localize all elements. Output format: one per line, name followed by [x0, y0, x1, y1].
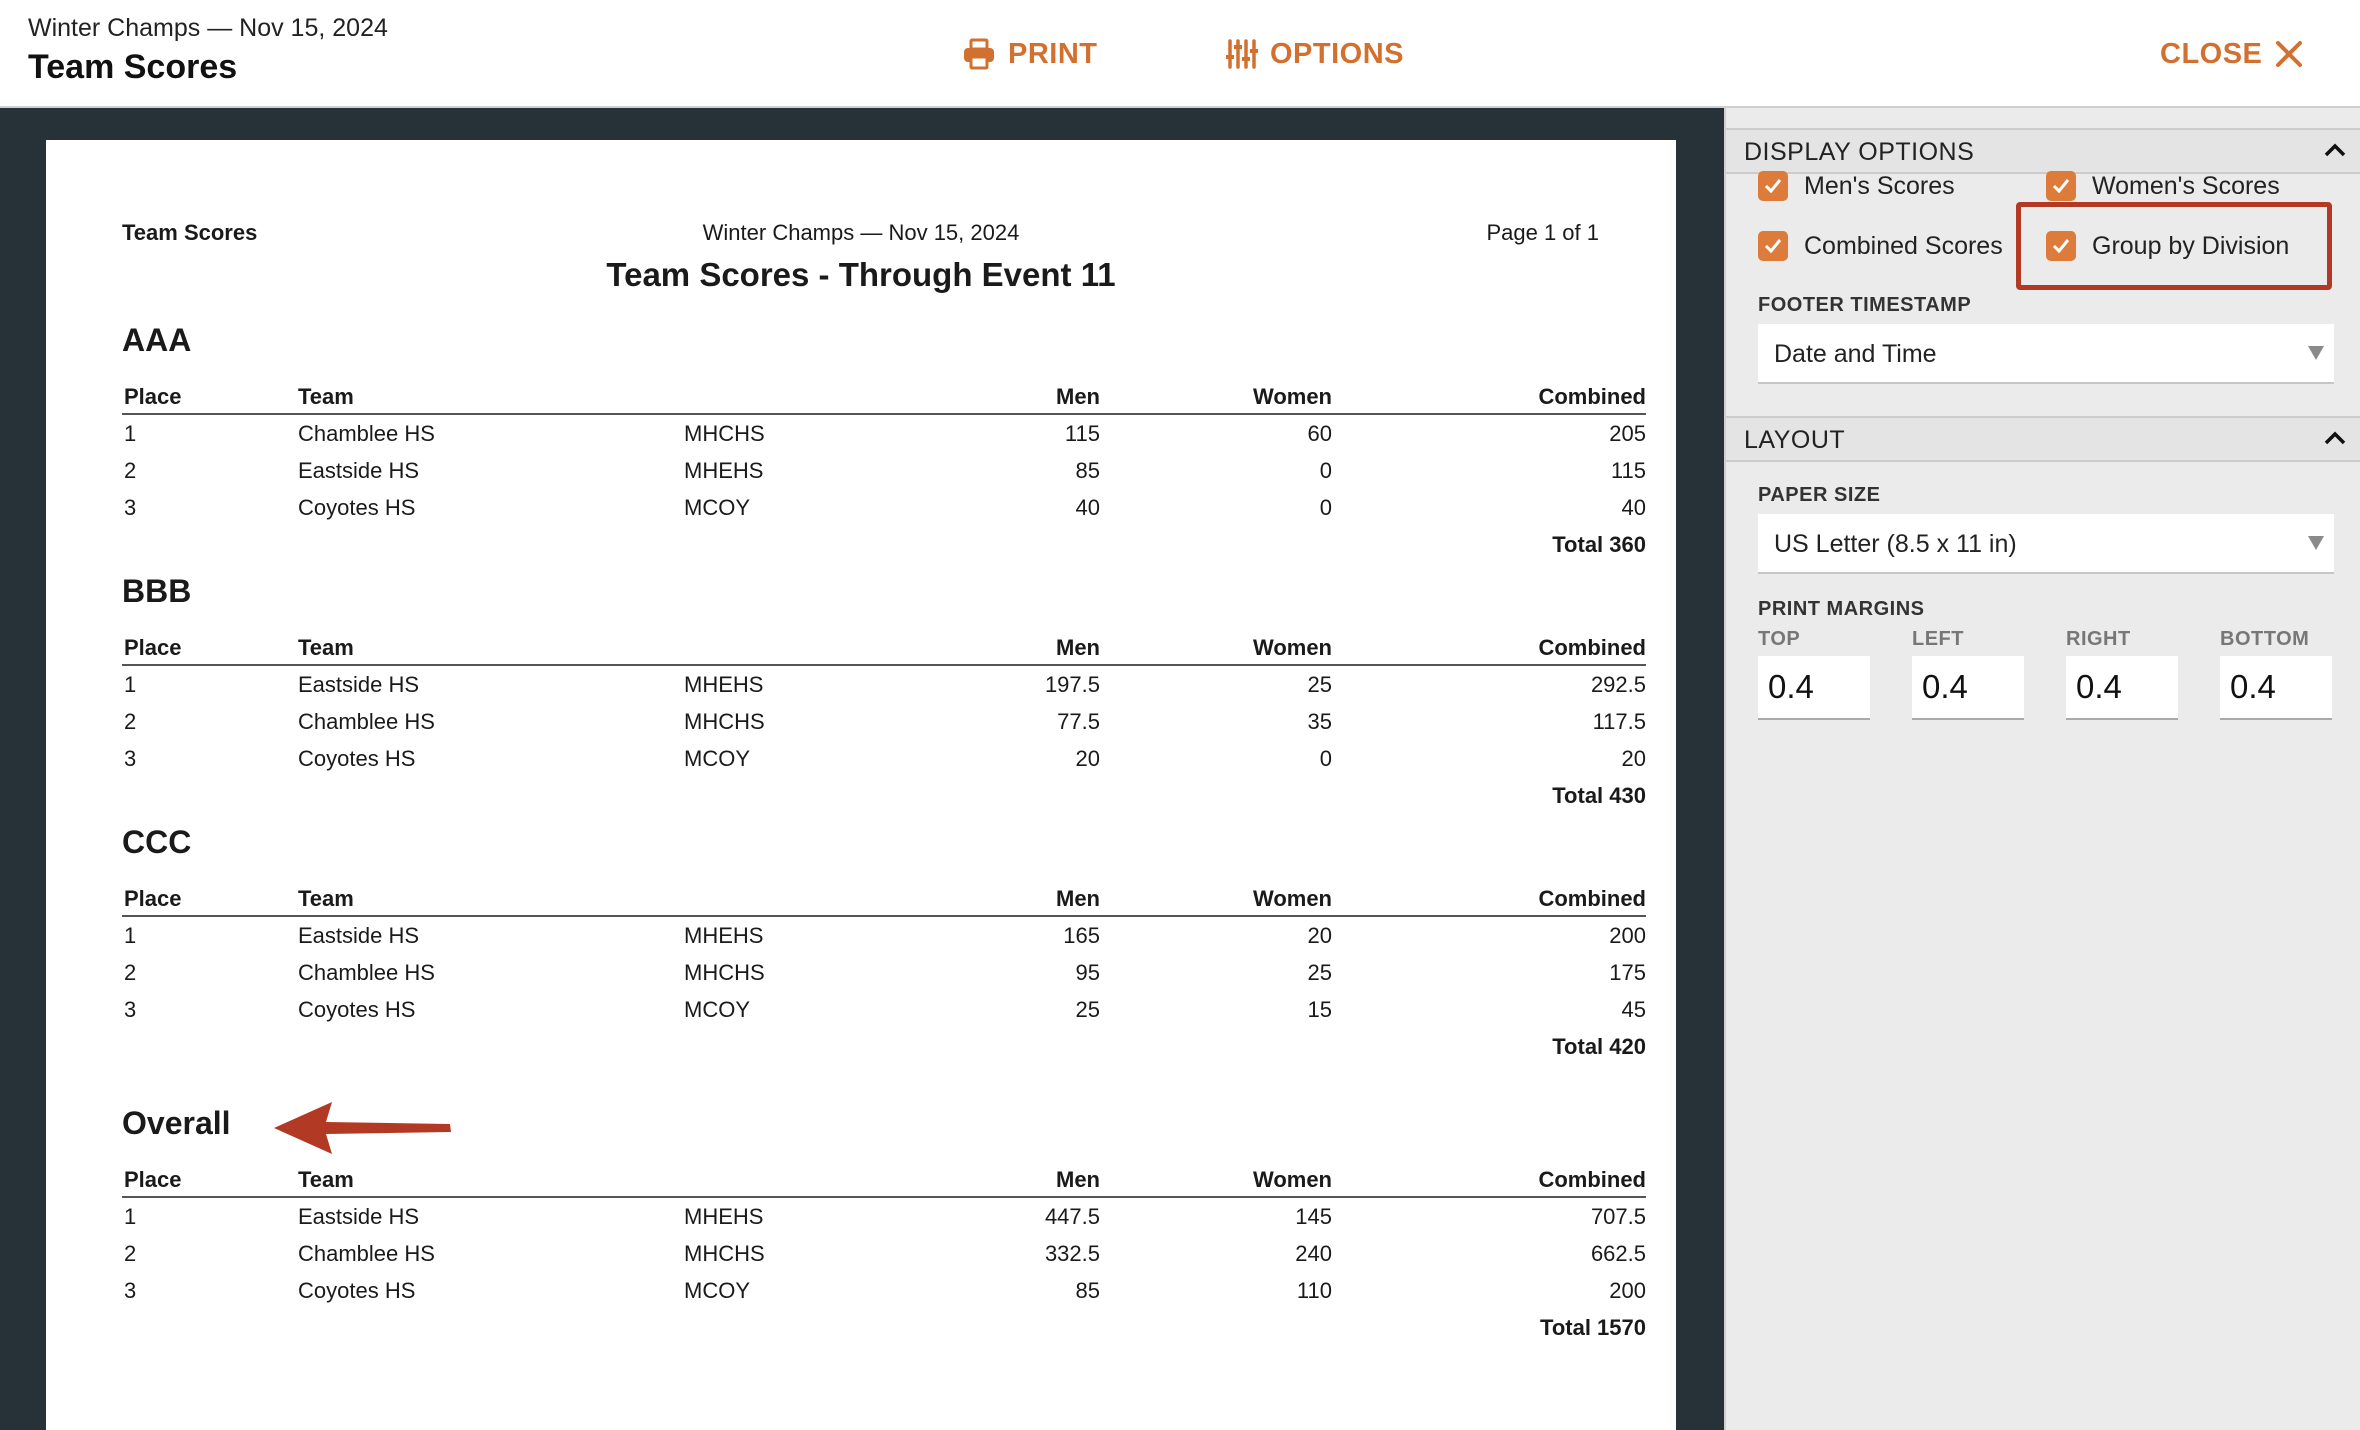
chevron-up-icon: [2324, 430, 2346, 451]
combined-cell: 175: [1609, 960, 1646, 985]
group-by-division-label: Group by Division: [2092, 231, 2290, 260]
margin-bottom-label: BOTTOM: [2220, 628, 2310, 650]
checkmark-icon: [1758, 171, 1788, 201]
margin-left-input[interactable]: [1912, 656, 2024, 720]
division-name: CCC: [122, 824, 192, 860]
men-cell: 25: [1075, 997, 1100, 1022]
paper-size-label: PAPER SIZE: [1758, 484, 1881, 506]
division-total: Total 1570: [1540, 1315, 1646, 1340]
men-cell: 77.5: [1057, 709, 1100, 734]
division-name: Overall: [122, 1105, 231, 1141]
place-cell: 3: [124, 997, 137, 1022]
women-cell: 110: [1296, 1278, 1332, 1303]
team-cell: Eastside HS: [298, 923, 420, 948]
table-header: [122, 378, 1646, 415]
column-place: Place: [124, 1167, 182, 1192]
place-cell: 2: [124, 458, 137, 483]
table-row: [122, 1198, 1646, 1235]
column-women: Women: [1252, 886, 1332, 911]
combined-cell: 292.5: [1590, 672, 1646, 697]
total-row: [122, 526, 1646, 563]
combined-cell: 40: [1621, 495, 1646, 520]
table-row: [122, 740, 1646, 777]
column-team: Team: [298, 886, 354, 911]
men-cell: 165: [1063, 923, 1100, 948]
place-cell: 1: [124, 421, 137, 446]
total-row: [122, 777, 1646, 814]
table-row: [122, 415, 1646, 452]
men-cell: 20: [1075, 746, 1100, 771]
footer-timestamp-select[interactable]: [1758, 324, 2334, 384]
team-cell: Eastside HS: [298, 458, 420, 483]
printer-icon: [962, 37, 996, 71]
table-row: [122, 489, 1646, 526]
report-left-header: Team Scores: [122, 220, 258, 245]
report-page: [46, 140, 1676, 1430]
team-code-cell: MCOY: [684, 1278, 750, 1303]
close-icon: [2274, 39, 2304, 69]
options-label: OPTIONS: [1270, 37, 1405, 70]
report-page-number: Page 1 of 1: [1486, 220, 1599, 245]
footer-timestamp-value: Date and Time: [1774, 340, 1937, 368]
column-place: Place: [124, 886, 182, 911]
layout-title: LAYOUT: [1744, 426, 1846, 454]
combined-cell: 117.5: [1592, 709, 1646, 734]
total-row: [122, 1028, 1646, 1065]
women-cell: 145: [1295, 1204, 1332, 1229]
men-cell: 40: [1075, 495, 1100, 520]
division-name: BBB: [122, 573, 192, 609]
team-code-cell: MHCHS: [684, 960, 765, 985]
table-row: [122, 917, 1646, 954]
team-code-cell: MCOY: [684, 997, 750, 1022]
team-code-cell: MHEHS: [684, 458, 764, 483]
men-cell: 85: [1075, 458, 1100, 483]
team-cell: Coyotes HS: [298, 1278, 416, 1303]
margin-top-label: TOP: [1758, 628, 1801, 650]
place-cell: 2: [124, 709, 137, 734]
paper-size-value: US Letter (8.5 x 11 in): [1774, 530, 2017, 558]
column-women: Women: [1252, 1167, 1332, 1192]
men-cell: 332.5: [1044, 1241, 1100, 1266]
mens-scores-checkbox[interactable]: [1758, 166, 1955, 206]
combined-scores-label: Combined Scores: [1804, 231, 2003, 260]
team-cell: Chamblee HS: [298, 960, 435, 985]
division-ccc: [122, 822, 1646, 1065]
margin-bottom-input[interactable]: [2220, 656, 2332, 720]
report-title: Team Scores - Through Event 11: [606, 256, 1116, 293]
display-options-title: DISPLAY OPTIONS: [1744, 138, 1975, 166]
options-button[interactable]: [1224, 30, 1404, 78]
table-row: [122, 954, 1646, 991]
women-cell: 25: [1307, 960, 1332, 985]
team-cell: Eastside HS: [298, 1204, 420, 1229]
column-team: Team: [298, 1167, 354, 1192]
place-cell: 1: [124, 672, 137, 697]
place-cell: 2: [124, 960, 137, 985]
team-code-cell: MCOY: [684, 746, 750, 771]
place-cell: 2: [124, 1241, 137, 1266]
team-cell: Coyotes HS: [298, 746, 416, 771]
column-women: Women: [1252, 384, 1332, 409]
women-cell: 60: [1307, 421, 1332, 446]
column-place: Place: [124, 635, 182, 660]
options-panel: [1724, 108, 2360, 1430]
margin-right-label: RIGHT: [2066, 628, 2131, 650]
team-code-cell: MHCHS: [684, 709, 765, 734]
table-header: [122, 629, 1646, 666]
caret-down-icon: [2308, 346, 2324, 360]
margin-left-label: LEFT: [1912, 628, 1964, 650]
column-men: Men: [1056, 635, 1100, 660]
combined-cell: 115: [1610, 458, 1646, 483]
mens-scores-label: Men's Scores: [1804, 171, 1955, 200]
combined-cell: 200: [1609, 923, 1646, 948]
women-cell: 0: [1319, 458, 1332, 483]
paper-size-select[interactable]: [1758, 514, 2334, 574]
place-cell: 3: [124, 495, 137, 520]
table-row: [122, 1272, 1646, 1309]
men-cell: 197.5: [1044, 672, 1100, 697]
annotation-arrow-icon: [270, 1098, 460, 1158]
combined-cell: 707.5: [1590, 1204, 1646, 1229]
page-title: Team Scores: [28, 48, 238, 86]
combined-scores-checkbox[interactable]: [1758, 226, 2003, 266]
women-cell: 240: [1295, 1241, 1332, 1266]
women-cell: 15: [1307, 997, 1332, 1022]
report-center-header: Winter Champs — Nov 15, 2024: [702, 220, 1020, 245]
close-label: CLOSE: [2160, 37, 2263, 70]
team-cell: Eastside HS: [298, 672, 420, 697]
table-row: [122, 666, 1646, 703]
column-team: Team: [298, 384, 354, 409]
combined-cell: 662.5: [1590, 1241, 1646, 1266]
place-cell: 1: [124, 1204, 137, 1229]
womens-scores-label: Women's Scores: [2092, 171, 2280, 200]
table-row: [122, 703, 1646, 740]
men-cell: 115: [1064, 421, 1100, 446]
team-code-cell: MHEHS: [684, 923, 764, 948]
women-cell: 0: [1319, 495, 1332, 520]
team-code-cell: MHCHS: [684, 1241, 765, 1266]
division-total: Total 360: [1552, 532, 1646, 557]
combined-cell: 20: [1621, 746, 1646, 771]
table-row: [122, 1235, 1646, 1272]
women-cell: 25: [1307, 672, 1332, 697]
footer-timestamp-label: FOOTER TIMESTAMP: [1758, 294, 1972, 316]
place-cell: 1: [124, 923, 137, 948]
division-bbb: [122, 571, 1646, 814]
sliders-icon: [1224, 37, 1258, 71]
division-aaa: [122, 320, 1646, 563]
table-row: [122, 452, 1646, 489]
print-margins-label: PRINT MARGINS: [1758, 598, 1925, 620]
team-cell: Chamblee HS: [298, 1241, 435, 1266]
division-total: Total 420: [1552, 1034, 1646, 1059]
team-cell: Coyotes HS: [298, 997, 416, 1022]
team-code-cell: MHEHS: [684, 672, 764, 697]
place-cell: 3: [124, 746, 137, 771]
men-cell: 447.5: [1044, 1204, 1100, 1229]
column-men: Men: [1056, 384, 1100, 409]
meet-subtitle: Winter Champs — Nov 15, 2024: [28, 14, 388, 42]
margin-right-input[interactable]: [2066, 656, 2178, 720]
top-bar: [0, 0, 2360, 108]
annotation-highlight-box: [2016, 202, 2332, 290]
team-code-cell: MHCHS: [684, 421, 765, 446]
print-preview-area: [0, 108, 1724, 1430]
combined-cell: 205: [1609, 421, 1646, 446]
total-row: [122, 1309, 1646, 1346]
team-code-cell: MCOY: [684, 495, 750, 520]
column-women: Women: [1252, 635, 1332, 660]
column-combined: Combined: [1538, 384, 1646, 409]
division-total: Total 430: [1552, 783, 1646, 808]
women-cell: 0: [1319, 746, 1332, 771]
combined-cell: 200: [1609, 1278, 1646, 1303]
table-row: [122, 991, 1646, 1028]
womens-scores-checkbox[interactable]: [2046, 166, 2280, 206]
team-cell: Chamblee HS: [298, 709, 435, 734]
place-cell: 3: [124, 1278, 137, 1303]
print-label: PRINT: [1008, 37, 1098, 70]
checkmark-icon: [1758, 231, 1788, 261]
column-combined: Combined: [1538, 886, 1646, 911]
table-header: [122, 1161, 1646, 1198]
margin-top-input[interactable]: [1758, 656, 1870, 720]
men-cell: 85: [1075, 1278, 1100, 1303]
column-men: Men: [1056, 1167, 1100, 1192]
women-cell: 20: [1307, 923, 1332, 948]
column-combined: Combined: [1538, 1167, 1646, 1192]
caret-down-icon: [2308, 536, 2324, 550]
combined-cell: 45: [1621, 997, 1646, 1022]
division-name: AAA: [122, 322, 192, 358]
team-cell: Chamblee HS: [298, 421, 435, 446]
team-cell: Coyotes HS: [298, 495, 416, 520]
column-combined: Combined: [1538, 635, 1646, 660]
column-team: Team: [298, 635, 354, 660]
men-cell: 95: [1075, 960, 1100, 985]
print-button[interactable]: [962, 30, 1098, 78]
women-cell: 35: [1307, 709, 1332, 734]
checkmark-icon: [2046, 171, 2076, 201]
column-men: Men: [1056, 886, 1100, 911]
layout-header[interactable]: [1726, 416, 2360, 462]
close-button[interactable]: [2160, 30, 2304, 78]
team-code-cell: MHEHS: [684, 1204, 764, 1229]
column-place: Place: [124, 384, 182, 409]
table-header: [122, 880, 1646, 917]
chevron-up-icon: [2324, 142, 2346, 163]
